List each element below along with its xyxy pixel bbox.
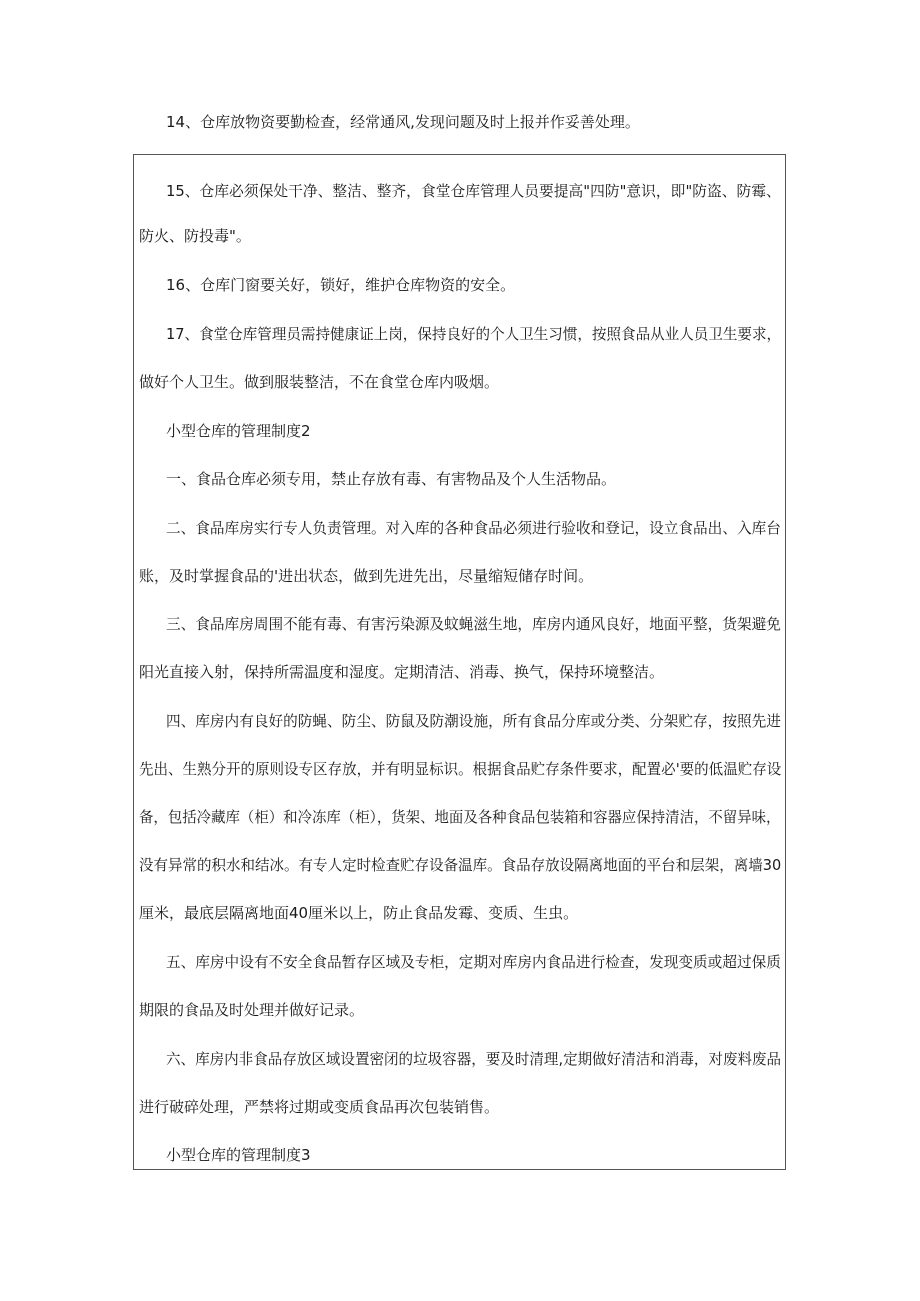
rule-1: 一、食品仓库必须专用，禁止存放有毒、有害物品及个人生活物品。 — [166, 470, 617, 488]
section-heading-2: 小型仓库的管理制度2 — [166, 422, 311, 440]
rule-4-line-1: 四、库房内有良好的防蝇、防尘、防鼠及防潮设施，所有食品分库或分类、分架贮存，按照先进 — [166, 712, 781, 730]
rule-2-line-2: 账，及时掌握食品的'进出状态，做到先进先出，尽量缩短储存时间。 — [139, 567, 594, 585]
rule-3-line-1: 三、食品库房周围不能有毒、有害污染源及蚊蝇滋生地，库房内通风良好，地面平整，货架避免 — [166, 615, 781, 633]
rule-4-line-3: 备，包括冷藏库（柜）和冷冻库（柜），货架、地面及各种食品包装箱和容器应保持清洁，不留异味， — [139, 808, 781, 826]
rule-4-line-4: 没有异常的积水和结冰。有专人定时检查贮存设备温库。食品存放设隔离地面的平台和层架，离墙30 — [139, 856, 782, 874]
paragraph-17-line-2: 做好个人卫生。做到服装整洁，不在食堂仓库内吸烟。 — [139, 373, 500, 391]
paragraph-14: 14、仓库放物资要勤检查，经常通风,发现问题及时上报并作妥善处理。 — [166, 113, 640, 131]
rule-5-line-2: 期限的食品及时处理并做好记录。 — [139, 1001, 365, 1019]
rule-4-line-2: 先出、生熟分开的原则设专区存放，并有明显标识。根据食品贮存条件要求，配置必'要的低温贮存设 — [139, 760, 782, 778]
rule-2-line-1: 二、食品库房实行专人负责管理。对入库的各种食品必须进行验收和登记，设立食品出、入库台 — [166, 519, 781, 537]
section-heading-3: 小型仓库的管理制度3 — [166, 1146, 311, 1164]
rule-4-line-5: 厘米，最底层隔离地面40厘米以上，防止食品发霉、变质、生虫。 — [139, 904, 579, 922]
paragraph-15-line-2: 防火、防投毒"。 — [139, 227, 251, 245]
paragraph-17-line-1: 17、食堂仓库管理员需持健康证上岗，保持良好的个人卫生习惯，按照食品从业人员卫生要求， — [166, 325, 782, 343]
rule-6-line-1: 六、库房内非食品存放区域设置密闭的垃圾容器，要及时清理,定期做好清洁和消毒，对废料废品 — [166, 1050, 782, 1068]
paragraph-15-line-1: 15、仓库必须保处干净、整洁、整齐，食堂仓库管理人员要提高"四防"意识，即"防盗、防霉、 — [166, 182, 781, 200]
paragraph-16: 16、仓库门窗要关好，锁好，维护仓库物资的安全。 — [166, 276, 516, 294]
rule-6-line-2: 进行破碎处理，严禁将过期或变质食品再次包装销售。 — [139, 1098, 500, 1116]
rule-3-line-2: 阳光直接入射，保持所需温度和湿度。定期清洁、消毒、换气，保持环境整洁。 — [139, 663, 665, 681]
rule-5-line-1: 五、库房中设有不安全食品暂存区域及专柜，定期对库房内食品进行检查，发现变质或超过保质 — [166, 953, 781, 971]
